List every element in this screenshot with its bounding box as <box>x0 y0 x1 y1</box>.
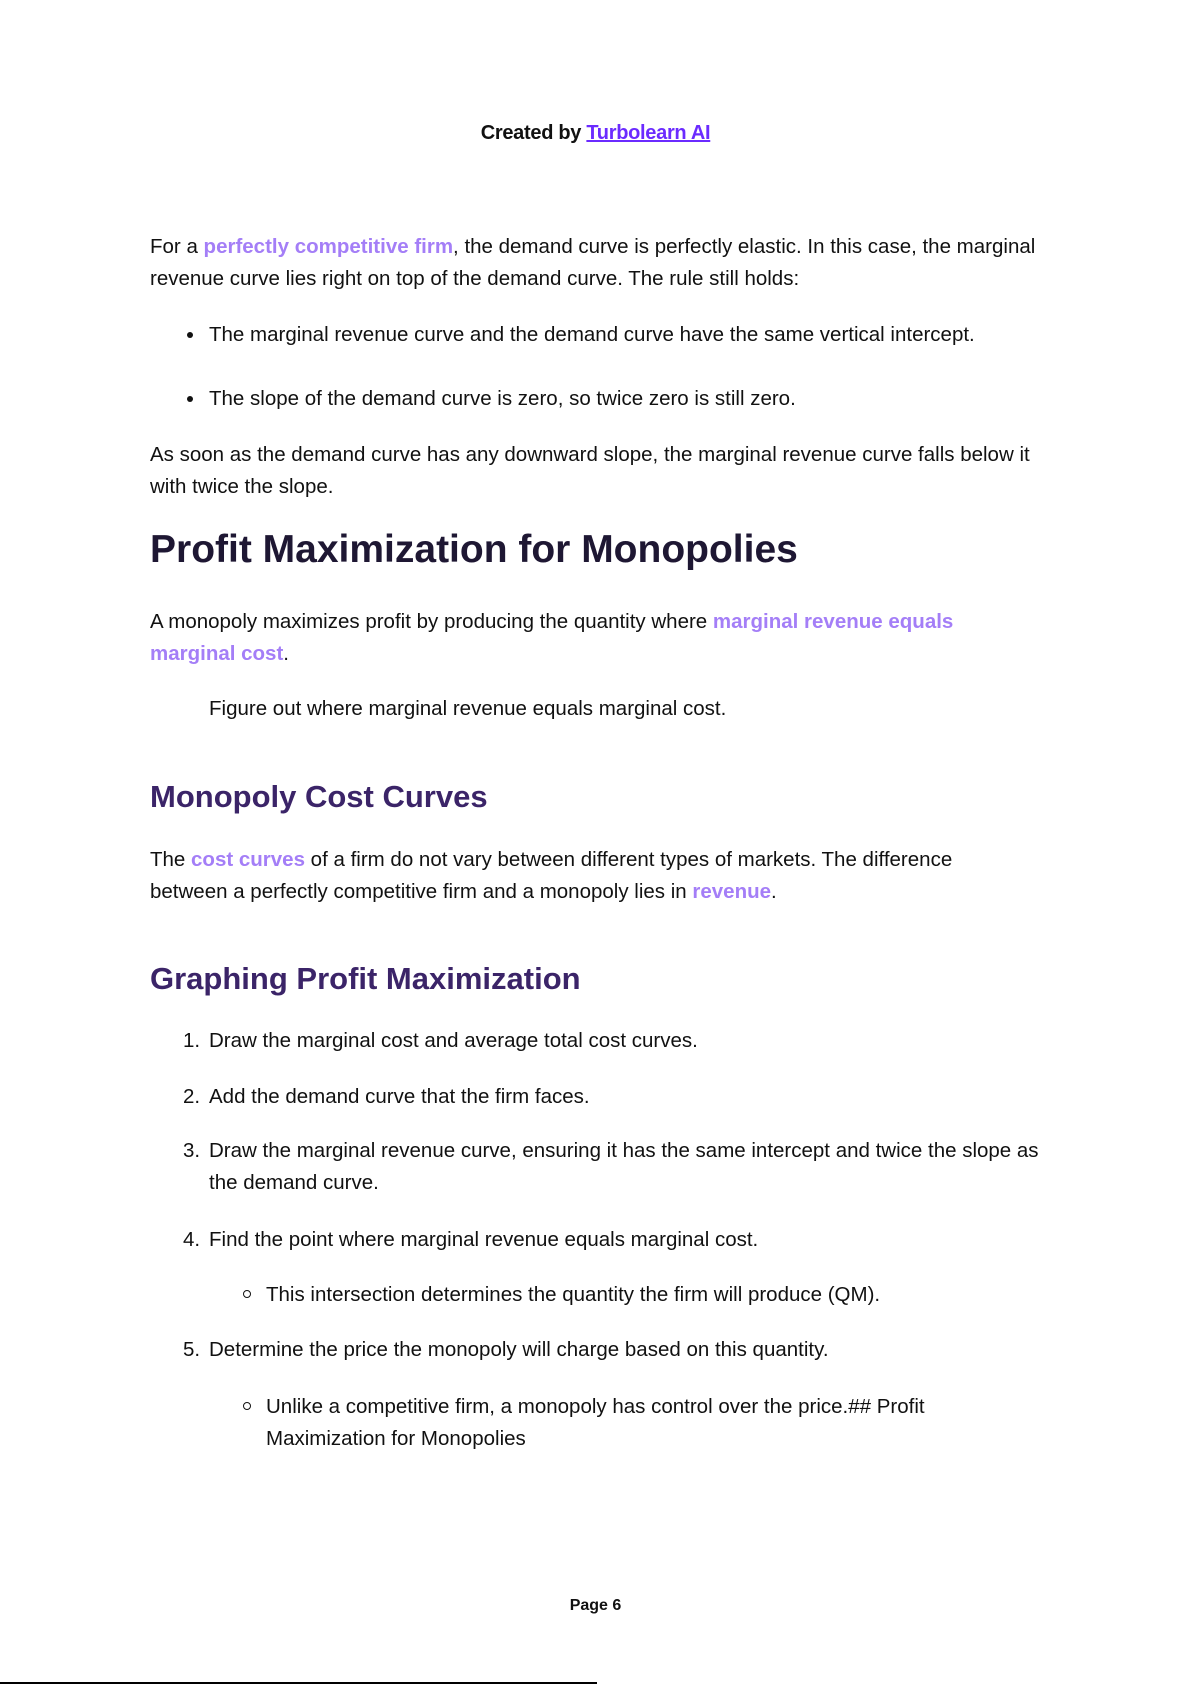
step-item: Find the point where marginal revenue equals marginal cost. <box>209 1228 759 1251</box>
step-number: 1. <box>183 1029 201 1052</box>
step-number: 5. <box>183 1338 201 1361</box>
text: , the demand curve is perfectly elastic. In this case, the marginal revenue curve lies right on top of the demand curve. The rule still holds: <box>150 235 1036 290</box>
term-cost-curves: cost curves <box>191 848 305 871</box>
section-heading: Monopoly Cost Curves <box>150 779 488 814</box>
page-title: Profit Maximization for Monopolies <box>150 528 798 571</box>
footer-divider <box>0 1682 597 1684</box>
circle-bullet-icon <box>243 1290 251 1298</box>
page-number: Page 6 <box>569 1597 622 1614</box>
paragraph <box>150 844 1010 908</box>
text: A monopoly maximizes profit by producing the quantity where <box>150 610 713 633</box>
circle-bullet-icon <box>243 1402 251 1410</box>
list-item: The marginal revenue curve and the demand curve have the same vertical intercept. <box>209 323 975 346</box>
step-number: 2. <box>183 1085 201 1108</box>
turbolearn-link[interactable]: Turbolearn AI <box>586 122 711 144</box>
bullet-icon <box>187 396 193 402</box>
list-item: The slope of the demand curve is zero, so twice zero is still zero. <box>209 387 796 410</box>
text: . <box>771 880 777 903</box>
step-item: Draw the marginal cost and average total cost curves. <box>209 1029 698 1052</box>
step-number: 3. <box>183 1139 201 1162</box>
text: of a firm do not vary between different types of markets. The difference between a perfectly competitive firm and a monopoly lies in <box>150 848 953 903</box>
text: . <box>283 642 289 665</box>
paragraph <box>150 606 1030 670</box>
term-revenue: revenue <box>692 880 772 903</box>
paragraph: As soon as the demand curve has any downward slope, the marginal revenue curve falls below it with twice the slope. <box>150 443 1030 498</box>
step-number: 4. <box>183 1228 201 1251</box>
step-item: Draw the marginal revenue curve, ensuring it has the same intercept and twice the slope as the demand curve. <box>209 1139 1039 1194</box>
created-by-header <box>0 122 1191 145</box>
section-heading: Graphing Profit Maximization <box>150 961 581 996</box>
term-mr-equals-mc: marginal revenue equals marginal cost <box>150 610 954 665</box>
step-item: Add the demand curve that the firm faces. <box>209 1085 590 1108</box>
indented-note: Figure out where marginal revenue equals marginal cost. <box>209 697 727 720</box>
text: The <box>150 848 192 871</box>
intro-paragraph <box>150 231 1050 295</box>
sub-item: This intersection determines the quantity the firm will produce (QM). <box>266 1283 881 1306</box>
step-item: Determine the price the monopoly will charge based on this quantity. <box>209 1338 829 1361</box>
bullet-icon <box>187 332 193 338</box>
sub-item: Unlike a competitive firm, a monopoly has control over the price.## Profit Maximization for Monopolies <box>266 1395 925 1450</box>
term-perfectly-competitive-firm: perfectly competitive firm <box>203 235 454 258</box>
created-by-label: Created by <box>480 122 587 144</box>
text: For a <box>150 235 204 258</box>
